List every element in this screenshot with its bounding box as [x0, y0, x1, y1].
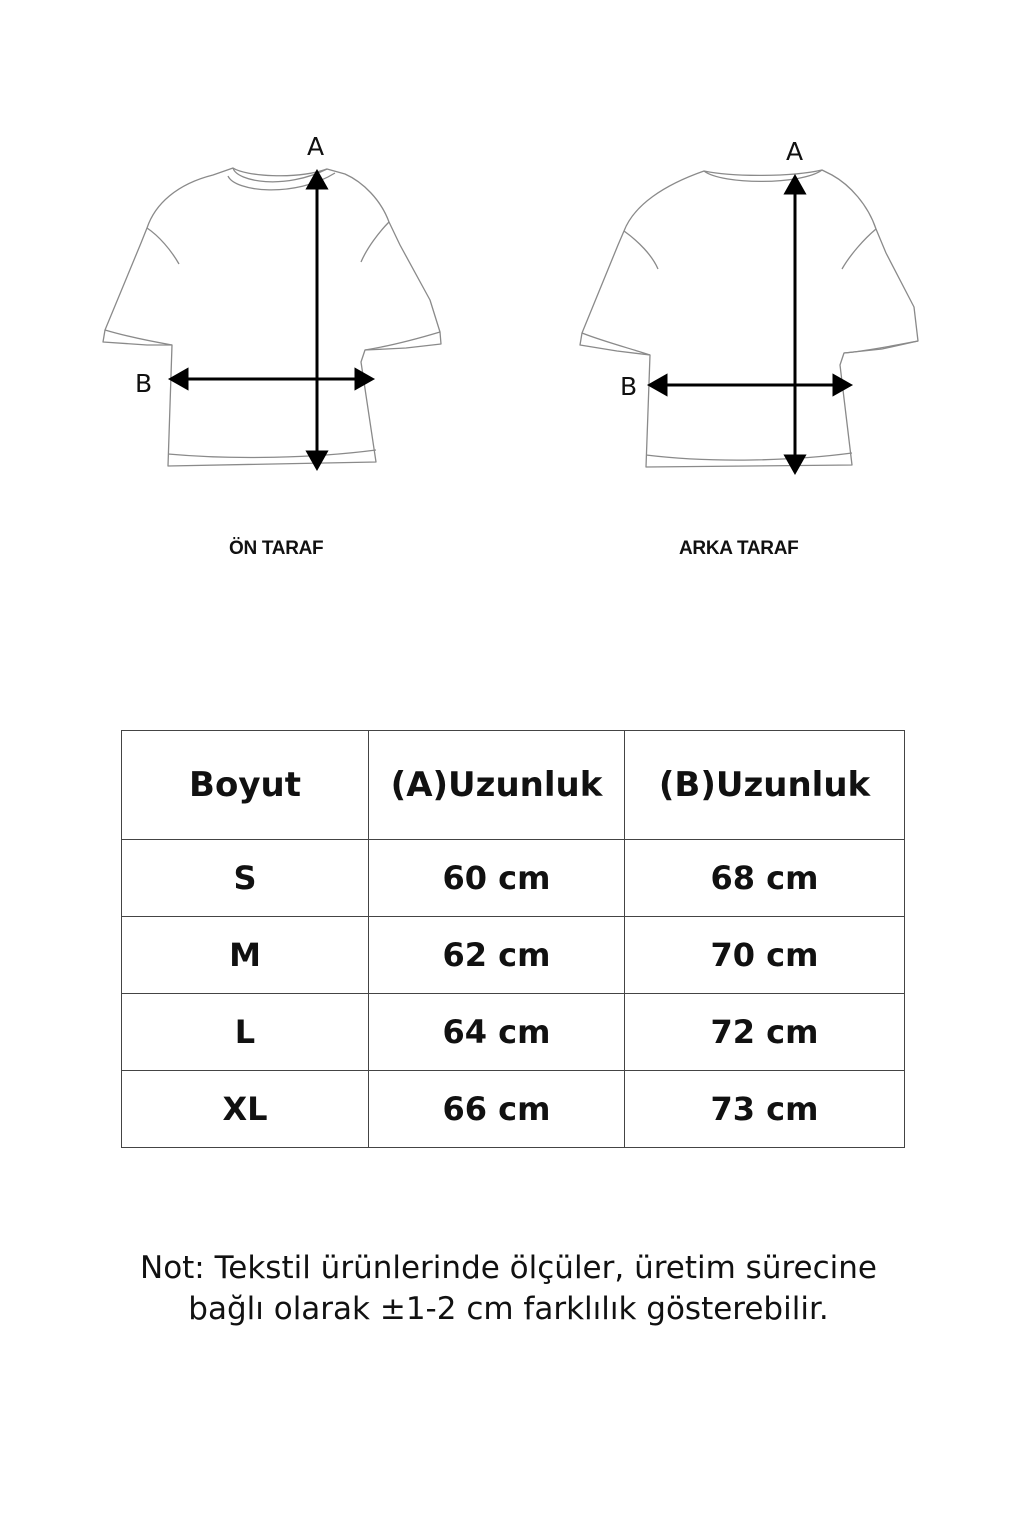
table-row	[122, 840, 905, 917]
table-row	[122, 917, 905, 994]
back-caption: ARKA TARAF	[679, 538, 799, 559]
front-tshirt-illustration	[95, 140, 455, 480]
note-line-2: bağlı olarak ±1-2 cm farklılık gösterebilir.	[188, 1291, 829, 1327]
cell-size: S	[122, 840, 369, 917]
cell-length-a: 64 cm	[369, 994, 625, 1071]
table-header-row	[122, 731, 905, 840]
header-length-b: (B)Uzunluk	[625, 731, 905, 840]
note-line-1: Not: Tekstil ürünlerinde ölçüler, üretim sürecine	[140, 1250, 877, 1286]
label-a-front: A	[307, 132, 325, 161]
back-shirt-diagram	[572, 137, 932, 485]
front-caption: ÖN TARAF	[229, 538, 324, 559]
tolerance-note	[0, 1248, 1017, 1330]
cell-length-b: 68 cm	[625, 840, 905, 917]
header-length-a: (A)Uzunluk	[369, 731, 625, 840]
cell-length-b: 72 cm	[625, 994, 905, 1071]
back-tshirt-illustration	[572, 145, 932, 485]
table-row	[122, 994, 905, 1071]
cell-length-b: 73 cm	[625, 1071, 905, 1148]
cell-size: L	[122, 994, 369, 1071]
cell-length-a: 66 cm	[369, 1071, 625, 1148]
label-a-back: A	[786, 137, 804, 166]
table-row	[122, 1071, 905, 1148]
cell-size: M	[122, 917, 369, 994]
cell-length-a: 62 cm	[369, 917, 625, 994]
label-b-back: B	[620, 372, 638, 401]
cell-length-a: 60 cm	[369, 840, 625, 917]
cell-size: XL	[122, 1071, 369, 1148]
cell-length-b: 70 cm	[625, 917, 905, 994]
label-b-front: B	[135, 369, 153, 398]
size-table	[121, 730, 905, 1148]
header-size: Boyut	[122, 731, 369, 840]
front-shirt-diagram	[95, 132, 455, 480]
